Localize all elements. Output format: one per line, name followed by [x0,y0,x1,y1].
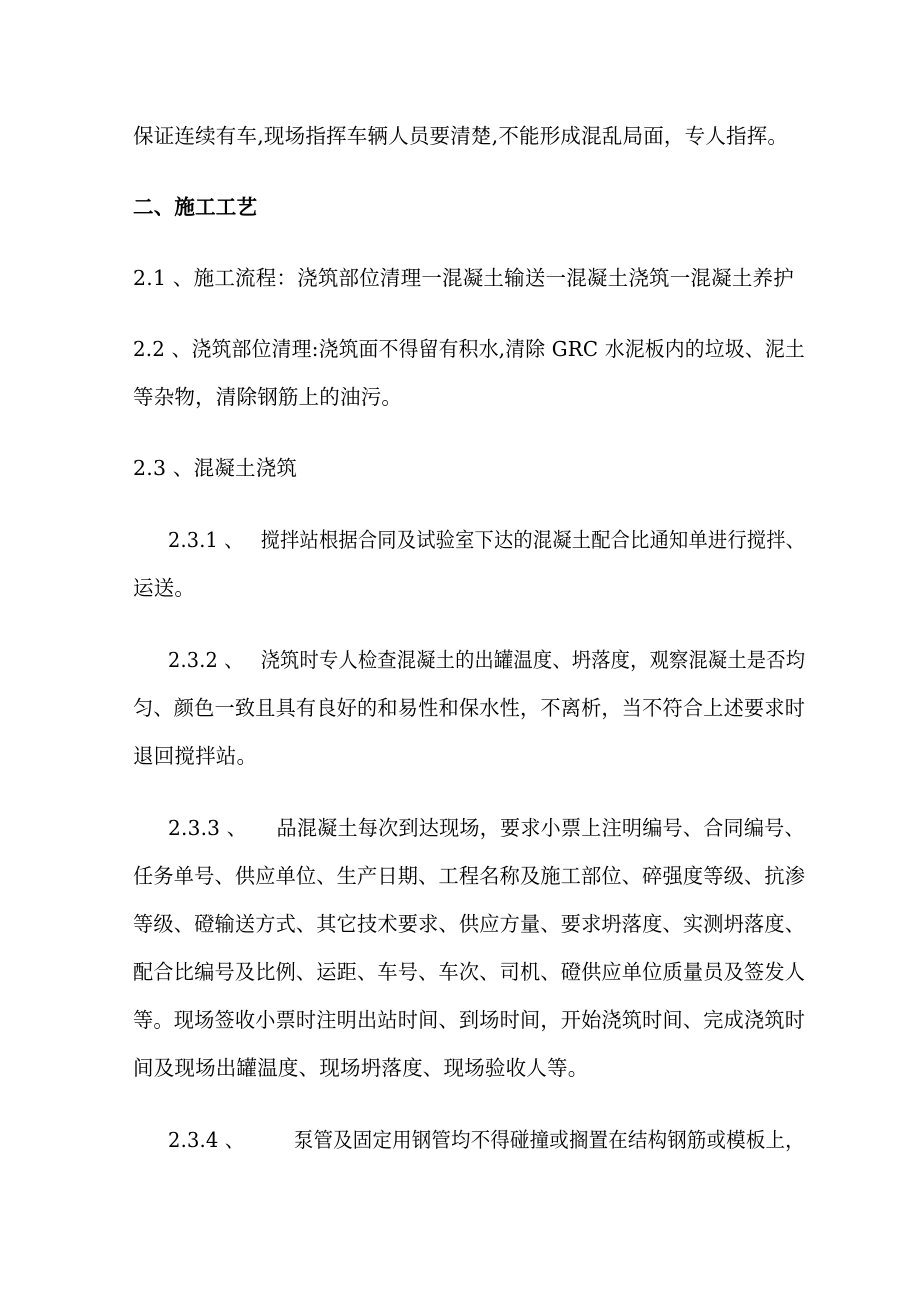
section-2-3-2-line-1 [168,647,805,673]
section-2-3-2-line-2: 匀、颜色一致且具有良好的和易性和保水性，不离析，当不符合上述要求时 [133,696,806,720]
section-2-3-3-line-6: 间及现场出罐温度、现场坍落度、现场验收人等。 [133,1056,589,1080]
section-2-3-3-line-2: 任务单号、供应单位、生产日期、工程名称及施工部位、碎强度等级、抗渗 [133,864,806,888]
section-2-3-4-line-1 [168,1127,805,1153]
section-2-3-1-line-1 [168,527,805,553]
section-2-3-3-line-5: 等。现场签收小票时注明出站时间、到场时间，开始浇筑时间、完成浇筑时 [133,1008,806,1032]
section-2-3-1-number: 2.3.1 、 [168,528,244,552]
section-2-3-4-number: 2.3.4 、 [168,1128,245,1152]
section-2-2-line-2: 等杂物，清除钢筋上的油污。 [133,385,403,409]
paragraph-intro-line-1: 保证连续有车,现场指挥车辆人员要清楚,不能形成混乱局面，专人指挥。 [133,124,789,148]
section-2-3-heading: 2.3 、混凝土浇筑 [133,456,298,480]
section-2-3-3-text: 品混凝土每次到达现场，要求小票上注明编号、合同编号、 [276,816,805,840]
section-2-3-1-line-2: 运送。 [133,576,196,600]
section-2-3-2-text: 浇筑时专人检查混凝土的出罐温度、坍落度，观察混凝土是否均 [260,648,806,672]
section-2-3-1-text: 搅拌站根据合同及试验室下达的混凝土配合比通知单进行搅拌、 [260,528,806,552]
section-2-3-3-number: 2.3.3 、 [168,816,248,840]
section-heading-construction-process: 二、施工工艺 [133,195,258,219]
section-2-3-3-line-1 [168,815,805,841]
section-2-1-construction-flow: 2.1 、施工流程：浇筑部位清理一混凝土输送一混凝土浇筑一混凝土养护 [133,266,794,290]
section-2-3-3-line-3: 等级、磴输送方式、其它技术要求、供应方量、要求坍落度、实测坍落度、 [133,912,806,936]
section-2-3-3-line-4: 配合比编号及比例、运距、车号、车次、司机、磴供应单位质量员及签发人 [133,960,806,984]
section-2-3-4-text: 泵管及固定用钢管均不得碰撞或搁置在结构钢筋或模板上， [293,1128,805,1152]
section-2-3-2-line-3: 退回搅拌站。 [133,744,258,768]
section-2-2-line-1: 2.2 、浇筑部位清理:浇筑面不得留有积水,清除 GRC 水泥板内的垃圾、泥土 [133,337,805,361]
section-2-3-2-number: 2.3.2 、 [168,648,244,672]
